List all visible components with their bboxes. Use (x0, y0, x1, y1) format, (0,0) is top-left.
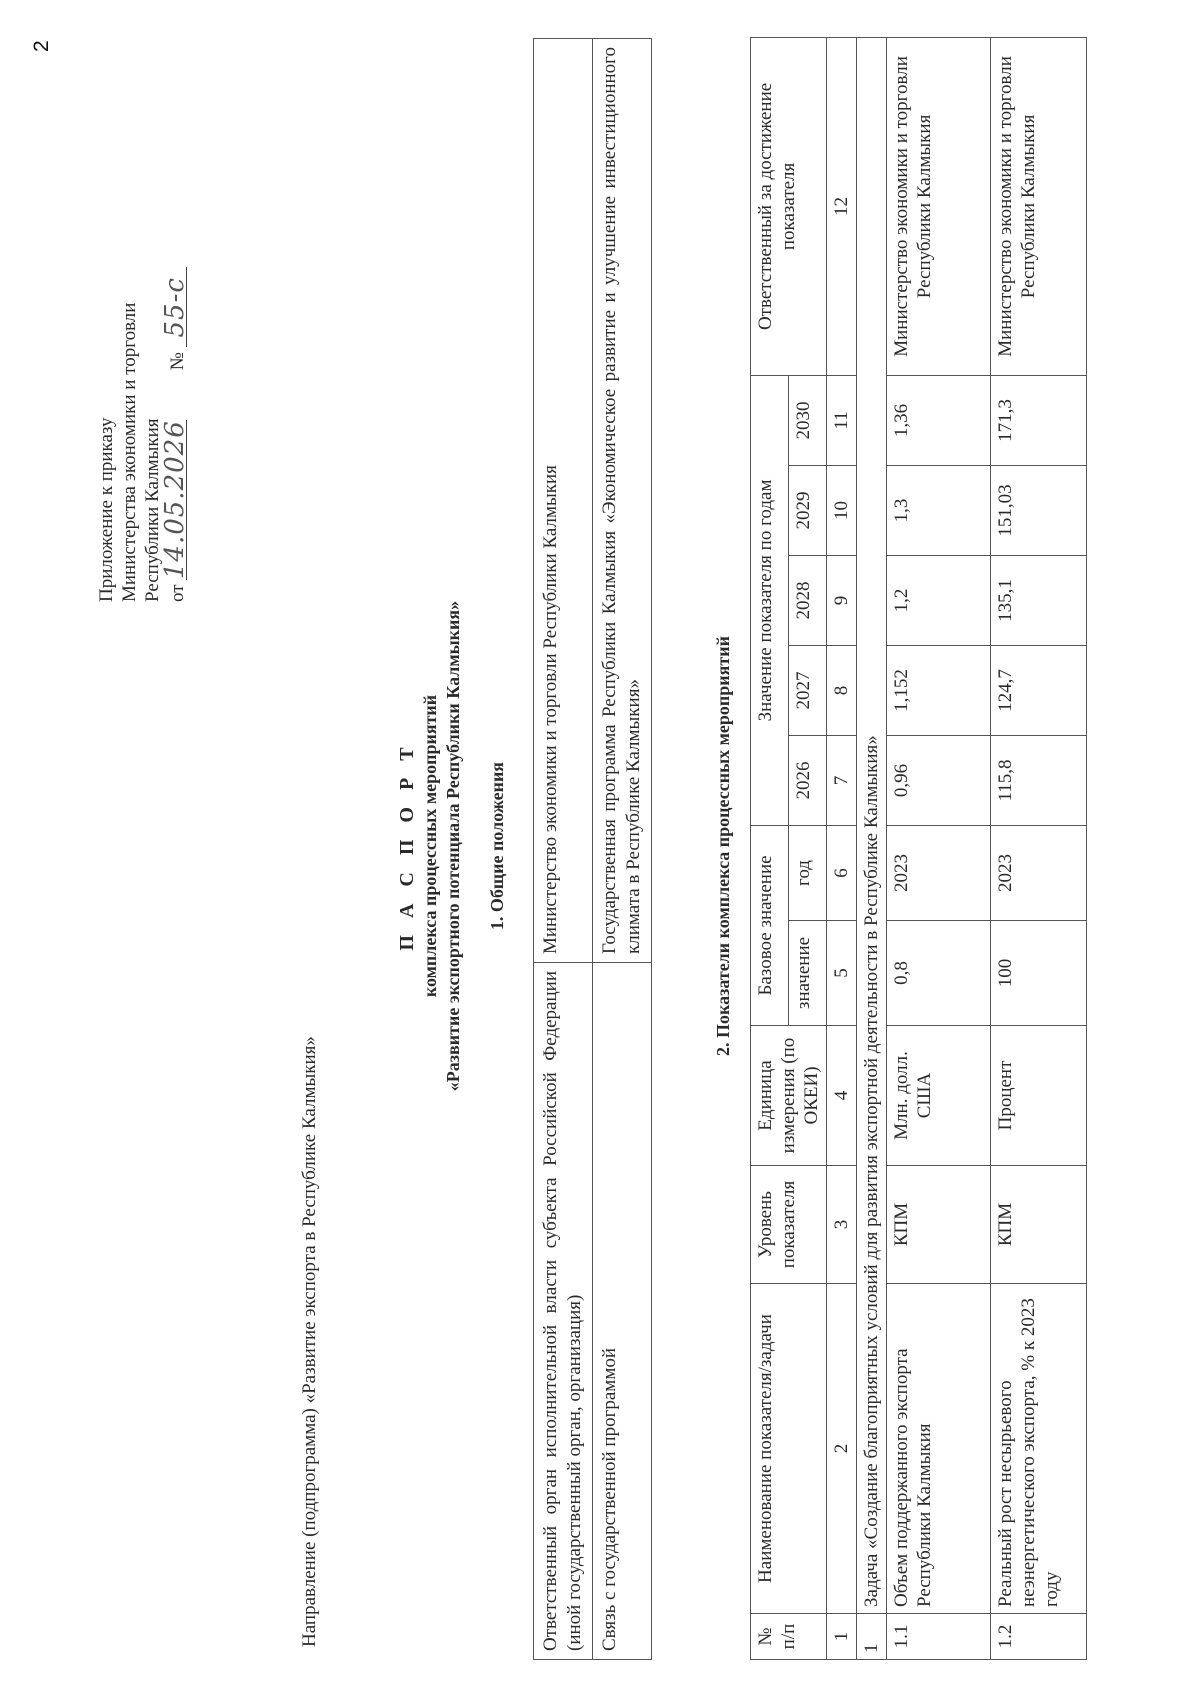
header-level: Уровень показателя (751, 1166, 827, 1284)
column-number: 6 (827, 825, 857, 920)
indicators-table (750, 37, 1087, 1660)
column-number: 11 (827, 375, 857, 465)
header-years-group: Значение показателя по годам (751, 375, 789, 825)
column-number: 7 (827, 735, 857, 825)
row-value-2029: 151,03 (991, 465, 1087, 555)
table-header-row (751, 37, 789, 1659)
annex-from-prefix: от (167, 584, 188, 602)
row-base-value: 100 (991, 921, 1087, 1026)
row-value-2027: 1,152 (887, 645, 991, 735)
general-provisions-table (533, 38, 652, 1660)
column-number: 12 (827, 37, 857, 375)
header-responsible: Ответственный за достижение показателя (751, 37, 827, 375)
row-unit: Млн. долл. США (887, 1026, 991, 1166)
header-year: 2029 (789, 465, 827, 555)
row-value-2028: 135,1 (991, 555, 1087, 645)
annex-number-prefix: № (167, 352, 188, 371)
annex-line-1: Приложение к приказу (96, 417, 117, 602)
row-name: Объем поддержанного экспорта Республики Калмыкия (887, 1284, 991, 1614)
passport-subtitle-1: комплекса процессных мероприятий (420, 694, 440, 998)
row-value-2028: 1,2 (887, 555, 991, 645)
row-unit: Процент (991, 1026, 1087, 1166)
table-row (991, 37, 1087, 1659)
column-number: 3 (827, 1166, 857, 1284)
column-number: 5 (827, 921, 857, 1026)
direction-line: Направление (подпрограмма) «Развитие экспорта в Республике Калмыкия» (299, 1036, 320, 1647)
row-level: КПМ (991, 1166, 1087, 1284)
section-2-title: 2. Показатели комплекса процессных мероприятий (713, 636, 733, 1057)
row-value-2026: 115,8 (991, 735, 1087, 825)
passport-subtitle-2: «Развитие экспортного потенциала Республики Калмыкия» (443, 600, 463, 1092)
annex-line-2: Министерства экономики и торговли (119, 302, 140, 602)
header-year: 2027 (789, 645, 827, 735)
page-number: 2 (30, 40, 53, 52)
header-name: Наименование показателя/задачи (751, 1284, 827, 1614)
row-value-2030: 1,36 (887, 375, 991, 465)
table-row (534, 39, 593, 1660)
section-1-title: 1. Общие положения (487, 761, 507, 931)
header-year: 2026 (789, 735, 827, 825)
task-row (857, 37, 887, 1659)
header-num: № п/п (751, 1614, 827, 1660)
general-label: Ответственный орган исполнительной власти субъекта Российской Федерации (иной государственный орган, организация) (534, 963, 593, 1660)
column-number: 2 (827, 1284, 857, 1614)
row-responsible: Министерство экономики и торговли Республики Калмыкия (991, 37, 1087, 375)
header-year: 2028 (789, 555, 827, 645)
row-value-2030: 171,3 (991, 375, 1087, 465)
row-num: 1.2 (991, 1614, 1087, 1660)
header-base-value: значение (789, 921, 827, 1026)
row-num: 1.1 (887, 1614, 991, 1660)
passport-title: П А С П О Р Т (396, 741, 418, 951)
column-number: 10 (827, 465, 857, 555)
row-value-2026: 0,96 (887, 735, 991, 825)
column-number: 1 (827, 1614, 857, 1660)
column-number-row (827, 37, 857, 1659)
general-value: Государственная программа Республики Калмыкия «Экономическое развитие и улучшение инвестиционного климата в Республике Калмыкия» (593, 39, 652, 963)
header-base: Базовое значение (751, 825, 789, 1025)
general-value: Министерство экономики и торговли Республики Калмыкия (534, 39, 593, 963)
annex-line-3: Республики Калмыкия (142, 418, 163, 602)
header-year: 2030 (789, 375, 827, 465)
annex-date-line (160, 162, 190, 602)
row-name: Реальный рост несырьевого неэнергетического экспорта, % к 2023 году (991, 1284, 1087, 1614)
annex-block (95, 162, 189, 602)
row-base-value: 0,8 (887, 921, 991, 1026)
task-num: 1 (857, 1614, 887, 1660)
general-label: Связь с государственной программой (593, 963, 652, 1660)
row-value-2027: 124,7 (991, 645, 1087, 735)
column-number: 8 (827, 645, 857, 735)
header-unit: Единица измерения (по ОКЕИ) (751, 1026, 827, 1166)
row-value-2029: 1,3 (887, 465, 991, 555)
handwritten-date: 14.05.2026 (160, 420, 190, 580)
row-base-year: 2023 (991, 825, 1087, 920)
column-number: 4 (827, 1026, 857, 1166)
header-base-year: год (789, 825, 827, 920)
task-text: Задача «Создание благоприятных условий для развития экспортной деятельности в Республике Калмыкия» (857, 37, 887, 1613)
table-row (887, 37, 991, 1659)
row-base-year: 2023 (887, 825, 991, 920)
passport-title-block (395, 0, 465, 1692)
table-row (593, 39, 652, 1660)
row-level: КПМ (887, 1166, 991, 1284)
handwritten-number: 55-с (164, 267, 187, 347)
row-responsible: Министерство экономики и торговли Республики Калмыкия (887, 37, 991, 375)
column-number: 9 (827, 555, 857, 645)
